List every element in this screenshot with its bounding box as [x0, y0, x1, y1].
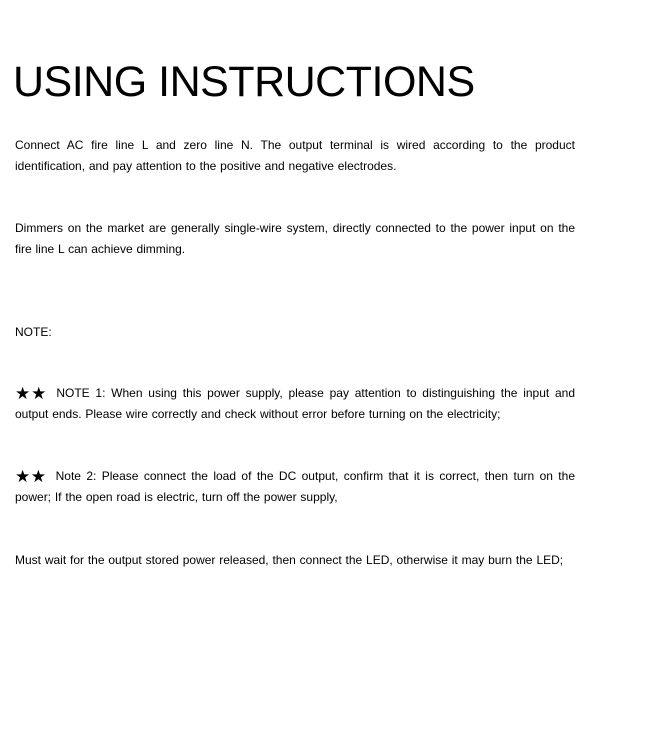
note-2-text: Note 2: Please connect the load of the DC output, confirm that it is correct, then turn on the power; If the open road is electric, turn off the power supply,: [15, 469, 575, 504]
paragraph-dimmer-info: Dimmers on the market are generally single-wire system, directly connected to the power input on the fire line L can achieve dimming.: [15, 221, 575, 256]
note-2: [15, 466, 575, 508]
note-1-text: NOTE 1: When using this power supply, please pay attention to distinguishing the input and output ends. Please wire correctly and check without error before turning on the electricity;: [15, 386, 575, 421]
star-icon-pair: ★★: [15, 384, 48, 403]
star-icon-pair: ★★: [15, 467, 47, 486]
note-section-heading: NOTE:: [15, 325, 52, 339]
note-1: [15, 383, 575, 425]
document-title: USING INSTRUCTIONS: [13, 58, 475, 106]
paragraph-wiring-instructions: Connect AC fire line L and zero line N. The output terminal is wired according to the product identification, and pay attention to the positive and negative electrodes.: [15, 138, 575, 173]
paragraph-closing-warning: Must wait for the output stored power released, then connect the LED, otherwise it may burn the LED;: [15, 553, 564, 567]
